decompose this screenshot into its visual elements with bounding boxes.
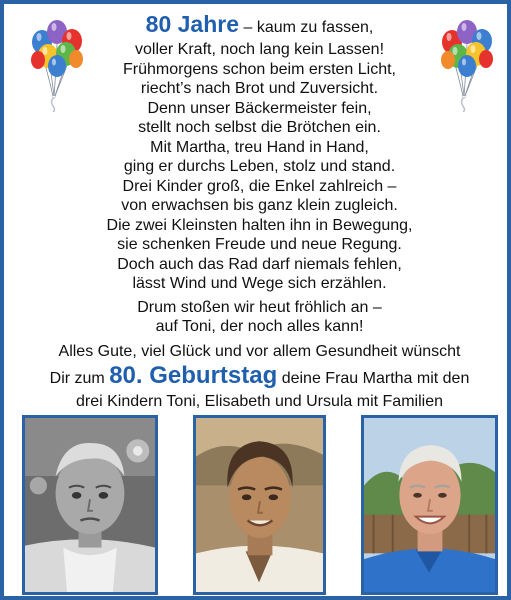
poem-first-line [94,12,425,40]
poem-line: Frühmorgens schon beim ersten Licht, [122,60,396,78]
greeting-line-2-post: deine Frau Martha mit den [277,370,470,387]
poem-line: voller Kraft, noch lang kein Lassen! [134,41,385,58]
poem-line: Mit Martha, treu Hand in Hand, [150,138,369,156]
poem-line: von erwachsen bis ganz klein zugleich. [121,197,398,214]
greeting-line-1: Alles Gute, viel Glück und vor allem Gesundheit wünscht [58,343,461,360]
photo-young-man [193,415,326,595]
greeting-line-2 [14,362,505,392]
poem-line: lässt Wind und Wege sich erzählen. [132,275,387,292]
poem-first-line-rest: – kaum zu fassen, [239,19,374,36]
poem-line: Doch auch das Rad darf niemals fehlen, [117,255,402,273]
poem-line: auf Toni, der noch alles kann! [155,318,364,335]
greeting-birthday-highlight: 80. Geburtstag [109,362,278,389]
poem-line: Drei Kinder groß, die Enkel zahlreich – [122,177,397,195]
photo-senior [361,415,498,595]
balloons-right-icon [436,14,498,112]
greeting [14,342,505,412]
poem-line: ging er durchs Leben, stolz und stand. [123,158,396,175]
poem-line: Die zwei Kleinsten halten ihn in Bewegung, [106,216,413,234]
poem-line: stellt noch selbst die Brötchen ein. [138,119,381,136]
poem [94,12,425,337]
poem-stanza-2 [94,298,425,337]
poem-line: Denn unser Bäckermeister fein, [147,99,372,117]
poem-line: riecht’s nach Brot und Zuversicht. [140,80,379,97]
poem-line: Drum stoßen wir heut fröhlich an – [137,298,382,316]
poem-line: sie schenken Freude und neue Regung. [117,236,402,253]
photo-child [22,415,158,595]
poem-title: 80 Jahre [145,11,240,37]
balloons-left-icon [26,14,88,112]
greeting-line-3: drei Kindern Toni, Elisabeth und Ursula mit Familien [76,393,443,410]
greeting-line-2-pre: Dir zum [49,370,110,387]
poem-stanza-1 [94,40,425,294]
